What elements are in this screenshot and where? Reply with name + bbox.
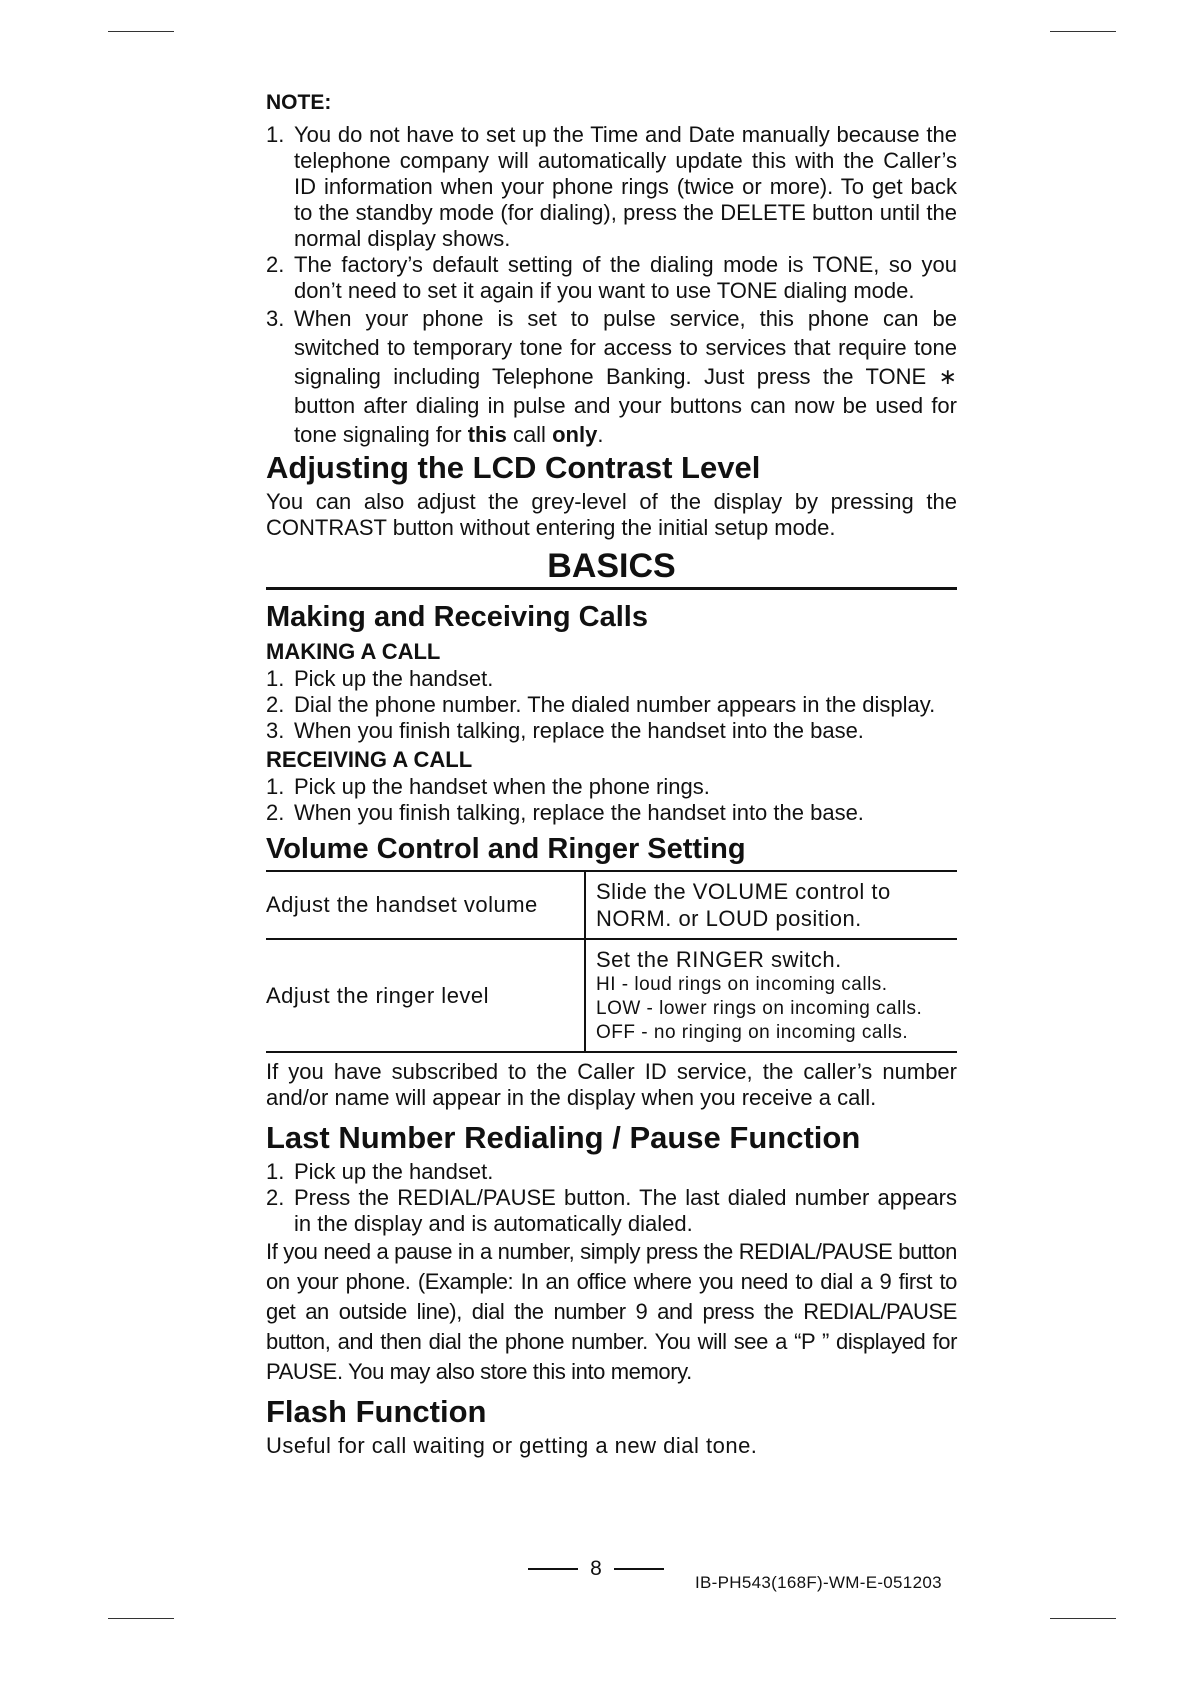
table-row [266, 871, 957, 939]
redial-heading: Last Number Redialing / Pause Function [266, 1120, 861, 1155]
manual-page [266, 90, 957, 1459]
caller-id-text: If you have subscribed to the Caller ID service, the caller’s number and/or name will appear in the display when you receive a call. [266, 1059, 957, 1110]
volume-heading: Volume Control and Ringer Setting [266, 833, 746, 865]
crop-mark-top-right [1050, 31, 1116, 32]
list-item [266, 692, 957, 718]
table-row [266, 939, 957, 1052]
ringer-option-off: OFF - no ringing on incoming calls. [596, 1022, 909, 1043]
list-number: 2. [266, 252, 285, 277]
list-item [266, 1159, 957, 1185]
list-item [266, 800, 957, 826]
flash-heading: Flash Function [266, 1394, 487, 1429]
list-text: When you finish talking, replace the handset into the base. [294, 800, 864, 825]
receiving-call-list [266, 774, 957, 826]
list-text: Pick up the handset when the phone rings. [294, 774, 710, 799]
list-text: When your phone is set to pulse service, this phone can be switched to temporary tone for access to services that require tone signaling including Telephone Banking. Just press the TONE ∗ button after dialing in pulse and your buttons can now be used for tone signaling for [294, 306, 957, 447]
list-number: 1. [266, 774, 285, 799]
crop-mark-top-left [108, 31, 174, 32]
table-cell-instruction [585, 871, 957, 939]
list-number: 1. [266, 1159, 285, 1184]
list-text: Pick up the handset. [294, 666, 494, 691]
instruction-text: Slide the VOLUME control to NORM. or LOUD position. [596, 879, 891, 931]
footer-rule [614, 1568, 664, 1570]
list-text: When you finish talking, replace the handset into the base. [294, 718, 864, 743]
list-text: The factory’s default setting of the dialing mode is TONE, so you don’t need to set it again if you want to use TONE dialing mode. [294, 252, 957, 303]
list-text: Press the REDIAL/PAUSE button. The last dialed number appears in the display and is automatically dialed. [294, 1185, 957, 1236]
instruction-text: Set the RINGER switch. [596, 947, 842, 972]
list-text: call [512, 422, 546, 447]
pause-text: If you need a pause in a number, simply press the REDIAL/PAUSE button on your phone. (Example: In an office where you need to dial a 9 first to get an outside line), dial the number 9 and press the REDIAL/PAUSE button, and then dial the phone number. You will see a “P ” displayed for PAUSE. You may also store this into memory. [266, 1239, 957, 1384]
making-call-list [266, 666, 957, 744]
calls-heading: Making and Receiving Calls [266, 601, 648, 633]
list-item [266, 666, 957, 692]
list-item [266, 718, 957, 744]
crop-mark-bottom-right [1050, 1618, 1116, 1619]
crop-mark-bottom-left [108, 1618, 174, 1619]
ringer-option-hi: HI - loud rings on incoming calls. [596, 974, 888, 995]
list-text: Dial the phone number. The dialed number appears in the display. [294, 692, 936, 717]
list-item [266, 304, 957, 449]
ringer-option-low: LOW - lower rings on incoming calls. [596, 998, 923, 1019]
document-code: IB-PH543(168F)-WM-E-051203 [695, 1573, 942, 1592]
list-number: 2. [266, 692, 285, 717]
table-cell-label: Adjust the handset volume [266, 871, 585, 939]
list-number: 3. [266, 306, 285, 331]
lcd-text: You can also adjust the grey-level of the display by pressing the CONTRAST button without entering the initial setup mode. [266, 489, 957, 540]
emphasis-this: this [467, 422, 507, 447]
flash-text: Useful for call waiting or getting a new dial tone. [266, 1433, 758, 1458]
list-text-end: . [597, 422, 604, 447]
note-title: NOTE: [266, 91, 332, 114]
list-number: 1. [266, 122, 285, 147]
list-item [266, 774, 957, 800]
footer-rule [528, 1568, 578, 1570]
list-text: Pick up the handset. [294, 1159, 494, 1184]
list-number: 2. [266, 1185, 285, 1210]
lcd-heading: Adjusting the LCD Contrast Level [266, 450, 761, 485]
page-number-footer [0, 1557, 1192, 1581]
page-number: 8 [590, 1557, 602, 1580]
note-list [266, 122, 957, 449]
making-call-heading: MAKING A CALL [266, 639, 441, 664]
list-text: You do not have to set up the Time and Date manually because the telephone company will automatically update this with the Caller’s ID information when your phone rings (twice or more). To get back to the standby mode (for dialing), press the DELETE button until the normal display shows. [294, 122, 957, 251]
list-item [266, 1185, 957, 1237]
redial-list [266, 1159, 957, 1237]
table-cell-instruction [585, 939, 957, 1052]
list-number: 1. [266, 666, 285, 691]
receiving-call-heading: RECEIVING A CALL [266, 747, 473, 772]
table-cell-label: Adjust the ringer level [266, 939, 585, 1052]
volume-table [266, 870, 957, 1053]
list-item [266, 252, 957, 304]
emphasis-only: only [552, 422, 598, 447]
basics-heading: BASICS [266, 541, 957, 590]
list-number: 3. [266, 718, 285, 743]
list-number: 2. [266, 800, 285, 825]
list-item [266, 122, 957, 252]
